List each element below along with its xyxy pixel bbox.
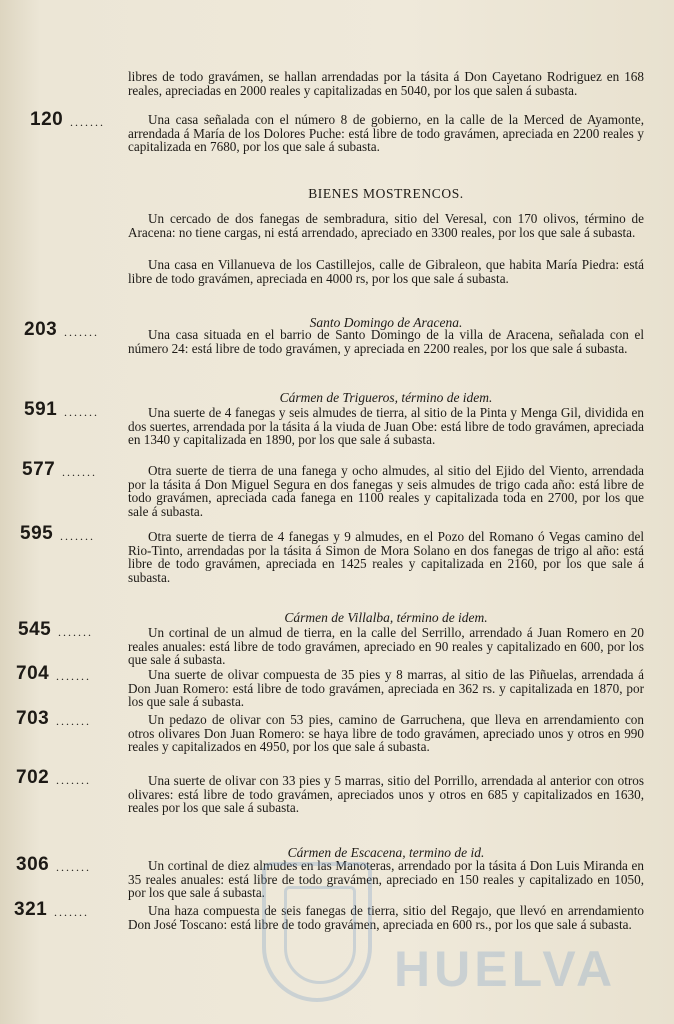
entry-number: 591 [24, 399, 58, 420]
entry-text: Una suerte de olivar con 33 pies y 5 marras, sitio del Porrillo, arrendada al anterior con otros olivares: está libre de todo gravámen, apreciados unos y otros en 685 y capitalizados en 1630, reales por los que sale á subasta. [128, 773, 644, 816]
entry-text: Un cortinal de un almud de tierra, en la calle del Serrillo, arrendado á Juan Romero en 20 reales anuales: está libre de todo gravámen, apreciado en 90 reales y capitalizado en 600, por los que sale á subasta. [128, 625, 644, 668]
entry-number: 702 [16, 767, 50, 788]
watermark-text: HUELVA [394, 941, 617, 997]
entry-text: Una suerte de olivar compuesta de 35 pies y 8 marras, al sitio de las Piñuelas, arrendada á Don Juan Romero: está libre de todo gravámen, apreciada en 362 rs. y capitalizada en 1870, por los que sale á subasta. [128, 667, 644, 710]
section-heading: Cármen de Villalba, término de idem. [284, 610, 488, 625]
entry-number: 203 [24, 319, 58, 340]
leader-dots: ....... [56, 773, 91, 787]
leader-dots: ....... [56, 860, 91, 874]
leader-dots: ....... [56, 714, 91, 728]
entry-text: Otra suerte de tierra de 4 fanegas y 9 almudes, en el Pozo del Romano ó Vegas camino del Rio-Tinto, arrendadas por la tásita á Simon de Mora Solano en dos fanegas de trigo al año: está libre de todo gravámen, apreciada en 1425 reales y capitalizada en 2160, por los que sale á subasta. [128, 529, 644, 585]
entry-number: 704 [16, 663, 50, 684]
entry-text: Un pedazo de olivar con 53 pies, camino de Garruchena, que lleva en arrendamiento con otros olivares Don Juan Romero: se haya libre de todo gravámen, apreciado unos y otros en 990 reales y capitalizados en 4950, por los que sale á subasta. [128, 712, 644, 755]
entry-number: 321 [14, 899, 48, 920]
leader-dots: ....... [70, 115, 105, 129]
entry-number: 577 [22, 459, 56, 480]
leader-dots: ....... [56, 669, 91, 683]
entry-text: Una haza compuesta de seis fanegas de tierra, sitio del Regajo, que llevó en arrendamiento Don José Toscano: está libre de todo gravámen, apreciada en 600 rs., por los que sale á subasta. [128, 903, 644, 932]
continuation-paragraph: libres de todo gravámen, se hallan arrendadas por la tásita á Don Cayetano Rodriguez en 168 reales, apreciadas en 2000 reales y capitalizadas en 5040, por los que salen á subasta. [128, 69, 644, 98]
entry-text: Una casa situada en el barrio de Santo Domingo de la villa de Aracena, señalada con el número 24: está libre de todo gravámen, y apreciada en 2200 reales, por los que sale á subasta. [128, 327, 644, 356]
entry-number: 120 [30, 109, 64, 130]
entry-number: 703 [16, 708, 50, 729]
entry-number: 595 [20, 523, 54, 544]
section-heading: Cármen de Escacena, termino de id. [287, 845, 485, 860]
section-heading: BIENES MOSTRENCOS. [308, 186, 464, 201]
paragraph: Una casa en Villanueva de los Castillejos, calle de Gibraleon, que habita María Piedra: está libre de todo gravámen, apreciada en 4000 rs, por los que sale á subasta. [128, 257, 644, 286]
entry-text: Un cortinal de diez almudes en las Manoteras, arrendado por la tásita á Don Luis Miranda en 35 reales anuales: está libre de todo gravámen, apreciado en 150 reales y capitalizado en 1050, por los que sale á subasta. [128, 858, 644, 901]
leader-dots: ....... [58, 625, 93, 639]
section-heading: Santo Domingo de Aracena. [309, 315, 463, 330]
leader-dots: ....... [60, 529, 95, 543]
section-heading: Cármen de Trigueros, término de idem. [279, 390, 493, 405]
paragraph: Un cercado de dos fanegas de sembradura, sitio del Veresal, con 170 olivos, término de Aracena: no tiene cargas, ni está arrendado, apreciado en 3300 reales, por los que sale á subasta. [128, 211, 644, 240]
entry-number: 545 [18, 619, 52, 640]
entry-number: 306 [16, 854, 50, 875]
entry-text: Una suerte de 4 fanegas y seis almudes de tierra, al sitio de la Pinta y Menga Gil, dividida en dos suertes, arrendada por la tásita á la viuda de Juan Obe: está libre de todo gravámen, apreciada en 1340 y capitalizada en 1890, por los que sale á subasta. [128, 405, 644, 448]
leader-dots: ....... [64, 405, 99, 419]
leader-dots: ....... [54, 905, 89, 919]
entry-text: Otra suerte de tierra de una fanega y ocho almudes, al sitio del Ejido del Viento, arrendada por la tásita á Don Miguel Segura en dos fanegas y seis almudes de trigo cada año: está libre de todo gravámen, apreciada cada fanega en 1100 reales y capitalizada toda en 2700, por los que sale á subasta. [128, 463, 644, 519]
leader-dots: ....... [62, 465, 97, 479]
entry-text: Una casa señalada con el número 8 de gobierno, en la calle de la Merced de Ayamonte, arrendada á María de los Dolores Puche: está libre de todo gravámen, apreciada en 2200 reales y capitalizada en 7680, por los que sale á subasta. [128, 112, 644, 155]
leader-dots: ....... [64, 325, 99, 339]
